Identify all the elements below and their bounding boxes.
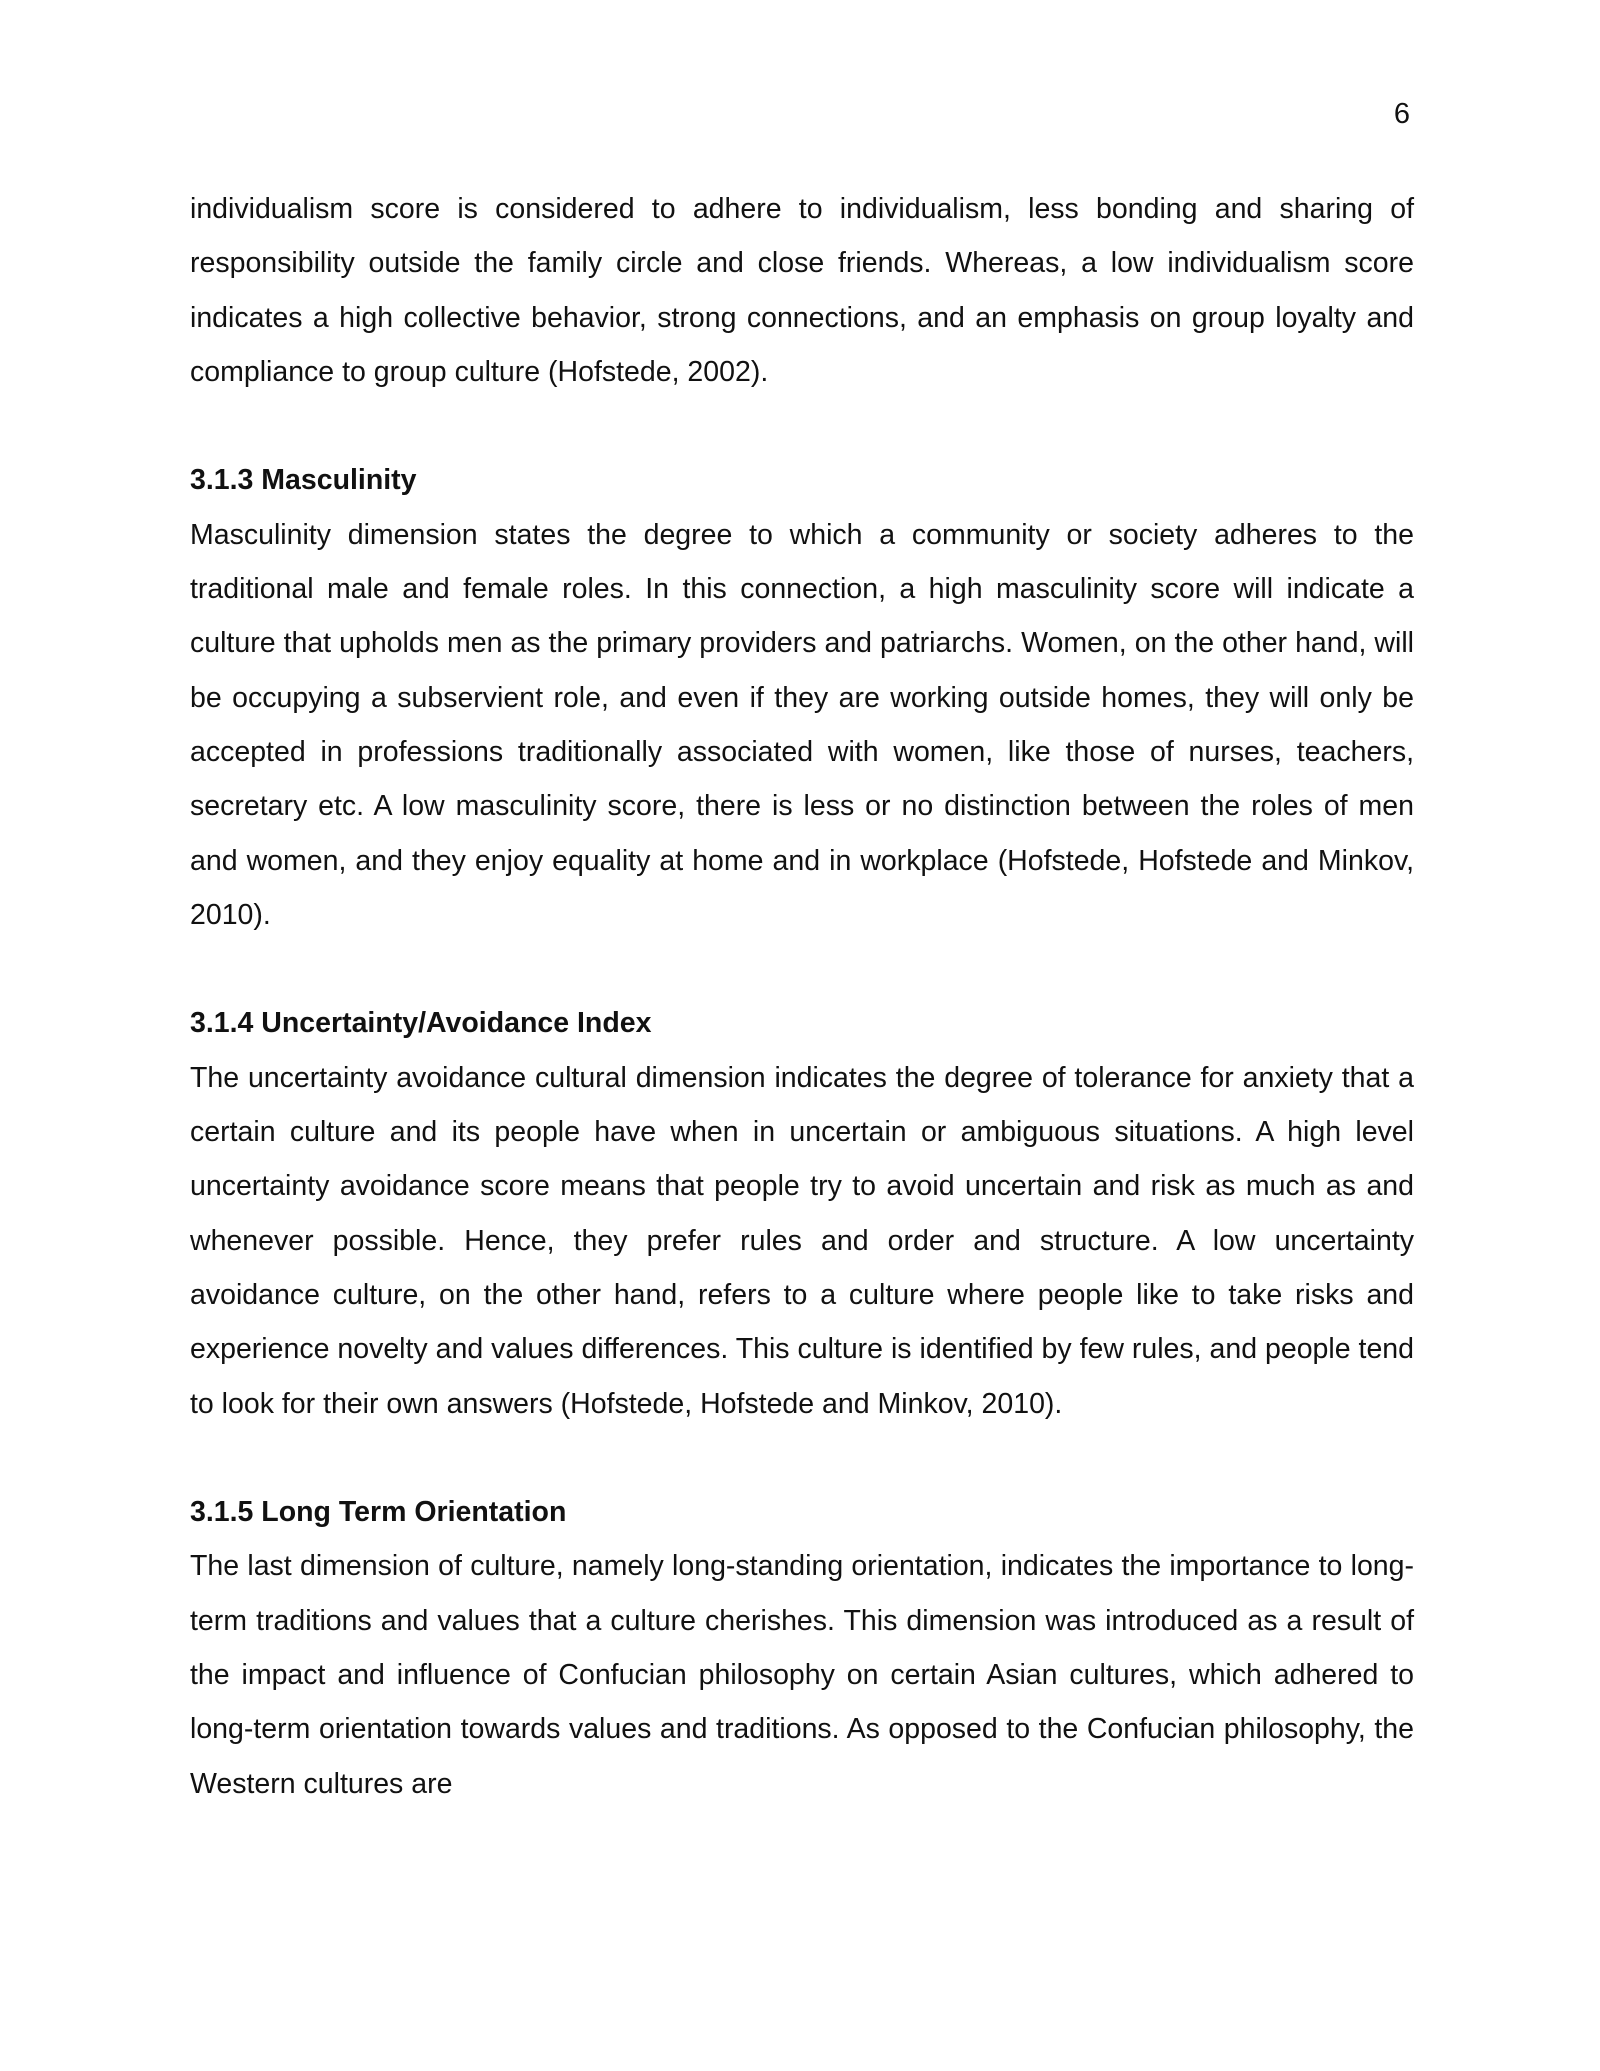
section-heading: 3.1.5 Long Term Orientation bbox=[190, 1496, 567, 1529]
intro-paragraph: individualism score is considered to adhere to individualism, less bonding and sharing of responsibility outside the family circle and close friends. Whereas, a low individualism score indicates a high collective behavior, strong connections, and an emphasis on group loyalty and compliance to group culture (Hofstede, 2002). bbox=[190, 193, 1414, 388]
page-number: 6 bbox=[1393, 98, 1410, 130]
section-heading: 3.1.3 Masculinity bbox=[190, 464, 417, 497]
section-heading: 3.1.4 Uncertainty/Avoidance Index bbox=[190, 1007, 652, 1040]
section-masculinity bbox=[190, 453, 1414, 942]
section-body: Masculinity dimension states the degree to which a community or society adheres to the traditional male and female roles. In this connection, a high masculinity score will indicate a culture that upholds men as the primary providers and patriarchs. Women, on the other hand, will be occupying a subservient role, and even if they are working outside homes, they will only be accepted in professions traditionally associated with women, like those of nurses, teachers, secretary etc. A low masculinity score, there is less or no distinction between the roles of men and women, and they enjoy equality at home and in workplace (Hofstede, Hofstede and Minkov, 2010). bbox=[190, 518, 1414, 931]
page-content bbox=[190, 182, 1414, 1811]
section-long-term-orientation bbox=[190, 1485, 1414, 1811]
section-uncertainty-avoidance bbox=[190, 996, 1414, 1430]
section-body: The last dimension of culture, namely long-standing orientation, indicates the importance to long-term traditions and values that a culture cherishes. This dimension was introduced as a result of the impact and influence of Confucian philosophy on certain Asian cultures, which adhered to long-term orientation towards values and traditions. As opposed to the Confucian philosophy, the Western cultures are bbox=[190, 1550, 1414, 1800]
section-body: The uncertainty avoidance cultural dimension indicates the degree of tolerance for anxiety that a certain culture and its people have when in uncertain or ambiguous situations. A high level uncertainty avoidance score means that people try to avoid uncertain and risk as much as and whenever possible. Hence, they prefer rules and order and structure. A low uncertainty avoidance culture, on the other hand, refers to a culture where people like to take risks and experience novelty and values differences. This culture is identified by few rules, and people tend to look for their own answers (Hofstede, Hofstede and Minkov, 2010). bbox=[190, 1061, 1414, 1420]
